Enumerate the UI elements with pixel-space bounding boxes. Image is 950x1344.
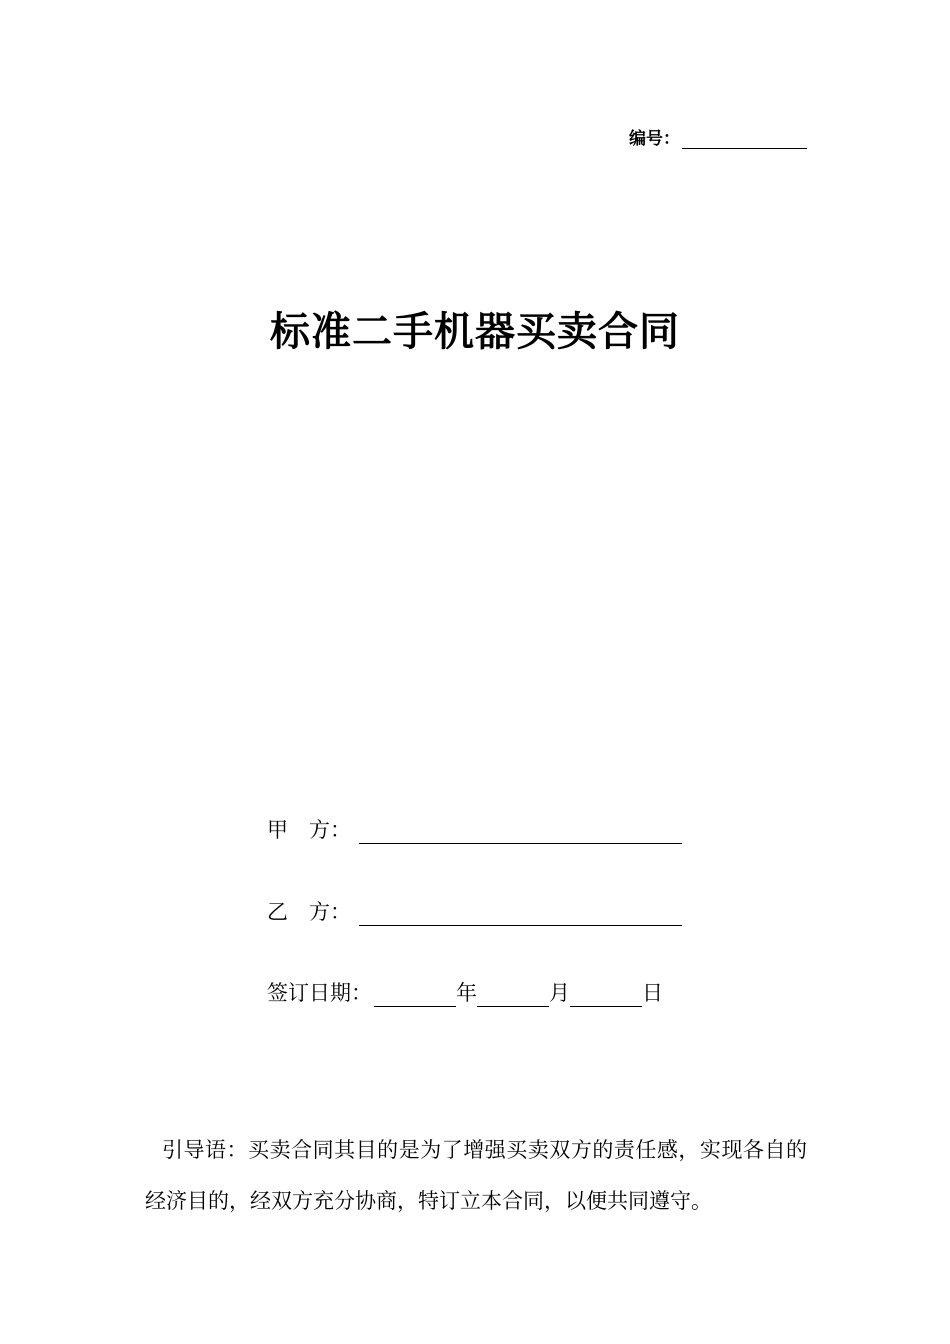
party-a-blank <box>359 819 682 844</box>
document-number-field <box>629 124 807 149</box>
year-label: 年 <box>456 981 477 1005</box>
month-label: 月 <box>549 981 570 1005</box>
year-blank <box>374 982 456 1007</box>
party-b-field <box>267 896 682 926</box>
contract-title: 标准二手机器买卖合同 <box>270 308 680 355</box>
document-number-label: 编号： <box>629 129 680 149</box>
month-blank <box>477 982 549 1007</box>
party-b-blank <box>359 901 682 926</box>
party-b-label: 乙 方： <box>267 900 351 924</box>
document-number-blank <box>682 128 807 149</box>
party-a-label: 甲 方： <box>267 818 351 842</box>
day-label: 日 <box>642 981 663 1005</box>
sign-date-label: 签订日期： <box>267 981 372 1005</box>
party-a-field <box>267 814 682 844</box>
day-blank <box>570 982 642 1007</box>
sign-date-field <box>267 977 663 1007</box>
intro-paragraph: 引导语：买卖合同其目的是为了增强买卖双方的责任感，实现各自的经济目的，经双方充分协商，特订立本合同，以便共同遵守。 <box>145 1138 807 1213</box>
